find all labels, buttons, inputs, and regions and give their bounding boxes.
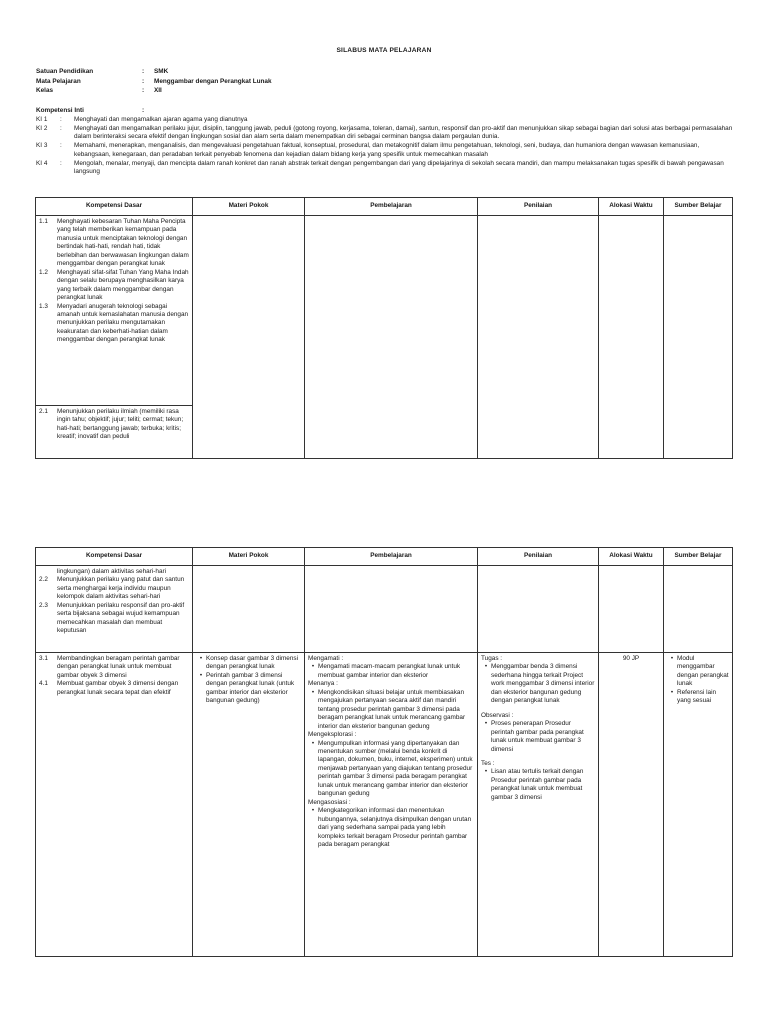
ki-item: [36, 125, 736, 142]
kd-item: [39, 269, 189, 303]
kd-num: 4.1: [39, 680, 48, 688]
kd-item: [39, 680, 189, 697]
header-kompetensi-dasar: Kompetensi Dasar: [36, 198, 193, 216]
meta-value: XII: [154, 87, 162, 94]
meta-value: Menggambar dengan Perangkat Lunak: [154, 77, 272, 85]
list-item: [481, 720, 595, 754]
penilaian-heading: Tugas :: [481, 655, 503, 662]
list-item: [481, 663, 595, 705]
ki-colon: :: [60, 159, 62, 167]
pembelajaran-heading: Menanya :: [308, 680, 338, 688]
header-materi-pokok: Materi Pokok: [193, 548, 305, 566]
ki-colon: :: [60, 142, 62, 150]
header-penilaian: Penilaian: [478, 548, 599, 566]
header-alokasi-waktu: Alokasi Waktu: [599, 548, 664, 566]
header-pembelajaran: Pembelajaran: [305, 548, 478, 566]
kd-text: Menghayati sifat-sifat Tuhan Yang Maha Indah dengan selalu berupaya menghasilkan karya yang terbaik dalam menggambar dengan perangkat lunak: [57, 268, 189, 302]
sumber-cell: [664, 216, 733, 459]
kd-num: 1.3: [39, 302, 48, 310]
kd-text: Membandingkan beragam perintah gambar dengan perangkat lunak untuk membuat gambar obyek 3 dimensi: [57, 655, 180, 679]
pembelajaran-text: Mengamati macam-macam perangkat lunak untuk membuat gambar interior dan eksterior: [318, 663, 461, 679]
ki-heading-label: Kompetensi Inti: [36, 107, 84, 114]
meta-key: Mata Pelajaran: [36, 77, 81, 85]
table-row: [36, 653, 733, 957]
table-header-row: [36, 548, 733, 566]
kd-item: [39, 655, 189, 680]
ki-item: [36, 116, 736, 124]
pembelajaran-heading: Mengamati :: [308, 655, 344, 662]
list-item: [667, 655, 729, 689]
kd-cell: [36, 653, 193, 957]
ki-colon: :: [60, 124, 62, 132]
header-materi-pokok: Materi Pokok: [193, 198, 305, 216]
list-item: [196, 672, 301, 706]
ki-text: Menghayati dan mengamalkan ajaran agama yang dianutnya: [74, 116, 248, 123]
ki-heading-colon: :: [142, 107, 145, 114]
bullet-icon: •: [484, 663, 488, 671]
ki-heading: [36, 107, 144, 115]
header-sumber-belajar: Sumber Belajar: [664, 198, 733, 216]
penilaian-heading: Observasi :: [481, 711, 514, 719]
meta-key: Kelas: [36, 87, 54, 94]
bullet-icon: •: [484, 768, 488, 776]
kd-text: Menunjukkan perilaku ilmiah (memiliki rasa ingin tahu; objektif; jujur; teliti; cermat; tekun; hati-hati; bertanggung jawab; terbuka; kritis; kreatif; inovatif dan peduli: [57, 408, 184, 441]
materi-text: Perintah gambar 3 dimensi dengan perangkat lunak (untuk gambar interior dan eksterior bangunan gedung): [206, 671, 295, 705]
materi-cell: [193, 566, 305, 653]
kd-text: Menunjukkan perilaku yang patut dan santun serta menghargai kerja individu maupun kelompok dalam aktivitas sehari-hari: [57, 576, 185, 601]
penilaian-cell: [478, 216, 599, 459]
kd-cell: [36, 566, 193, 653]
sumber-cell: [664, 653, 733, 957]
kd-num: 3.1: [39, 655, 48, 662]
meta-colon: :: [142, 77, 145, 85]
header-kompetensi-dasar: Kompetensi Dasar: [36, 548, 193, 566]
header-pembelajaran: Pembelajaran: [305, 198, 478, 216]
penilaian-text: Lisan atau tertulis terkait dengan Prosedur perintah gambar pada perangkat lunak untuk membuat gambar 3 dimensi: [491, 768, 584, 801]
list-item: [308, 689, 474, 731]
kd-text: Menyadari anugerah teknologi sebagai amanah untuk kemaslahatan manusia dengan menunjukkan perilaku mengutamakan keakuratan dan keberhati-hatian dalam menggambar dengan perangkat lunak: [57, 302, 189, 344]
meta-row-school: [36, 68, 272, 78]
meta-row-class: [36, 87, 272, 97]
ki-text: Menghayati dan mengamalkan perilaku jujur, disiplin, tanggung jawab, peduli (gotong royong, kerjasama, toleran, damai), santun, responsif dan pro-aktif dan menunjukkan sikap sebagai bagian dari solusi atas berbagai permasalahan dalam berinteraksi secara efektif dengan lingkungan sosial dan alam serta dalam menempatkan diri sebagai cerminan bangsa dalam pergaulan dunia.: [74, 124, 733, 141]
meta-colon: :: [142, 68, 145, 75]
list-item: [308, 807, 474, 849]
syllabus-table-1: [35, 197, 733, 459]
kd-text: Menghayati kebesaran Tuhan Maha Pencipta yang telah memberikan kemampuan pada manusia untuk menciptakan teknologi dengan bertindak hati-hati, rendah hati, tidak berlebihan dan berwawasan lingkungan dalam menggambar dengan perangkat lunak: [57, 218, 189, 268]
table-header-row: [36, 198, 733, 216]
ki-item: [36, 160, 736, 177]
list-item: [308, 663, 474, 680]
materi-cell: [193, 216, 305, 459]
bullet-icon: •: [670, 655, 674, 662]
sumber-text: Modul menggambar dengan perangkat lunak: [677, 655, 729, 688]
bullet-icon: •: [199, 655, 203, 662]
bullet-icon: •: [199, 671, 203, 679]
ki-code: KI 2: [36, 124, 48, 132]
kd-item: [39, 218, 189, 269]
bullet-icon: •: [311, 807, 315, 815]
kd-cell: [36, 406, 193, 459]
penilaian-text: Proses penerapan Prosedur perintah gambar pada perangkat lunak untuk membuat gambar 3 dimensi: [491, 720, 584, 753]
pembelajaran-cell: [305, 653, 478, 957]
materi-text: Konsep dasar gambar 3 dimensi dengan perangkat lunak: [206, 655, 299, 671]
meta-value: SMK: [154, 68, 169, 75]
sumber-cell: [664, 566, 733, 653]
alokasi-cell: [599, 216, 664, 459]
kd-item: [39, 576, 189, 601]
header-penilaian: Penilaian: [478, 198, 599, 216]
pembelajaran-cell: [305, 216, 478, 459]
alokasi-cell: [599, 566, 664, 653]
kd-num: 1.2: [39, 268, 48, 276]
table-row: [36, 216, 733, 406]
bullet-icon: •: [484, 720, 488, 728]
ki-code: KI 3: [36, 142, 48, 150]
list-item: [308, 740, 474, 799]
alokasi-cell: [599, 653, 664, 957]
kd-text: Menunjukkan perilaku responsif dan pro-aktif serta bijaksana sebagai wujud kemampuan memecahkan masalah dan membuat keputusan: [57, 601, 185, 635]
pembelajaran-text: Mengkondisikan situasi belajar untuk membiasakan mengajukan pertanyaan secara aktif dan mandiri tentang prosedur perintah gambar 3 dimensi pada beragam perangkat lunak untuk merancang gambar interior dan eksterior bangunan gedung: [318, 688, 466, 730]
pembelajaran-cell: [305, 566, 478, 653]
ki-text: Memahami, menerapkan, menganalisis, dan mengevaluasi pengetahuan faktual, konseptual, prosedural, dan metakognitif dalam ilmu pengetahuan, teknologi, seni, budaya, dan humaniora dengan wawasan kemanusiaan, kebangsaan, kenegaraan, dan peradaban terkait penyebab fenomena dan kejadian dalam bidang kerja yang spesifik untuk memecahkan masalah: [74, 142, 700, 158]
syllabus-meta: [36, 68, 272, 97]
kd-continuation: lingkungan) dalam aktivitas sehari-hari: [57, 568, 167, 575]
ki-code: KI 1: [36, 116, 48, 123]
penilaian-cell: [478, 566, 599, 653]
penilaian-heading: Tes :: [481, 759, 495, 767]
bullet-icon: •: [311, 688, 315, 696]
meta-key: Satuan Pendidikan: [36, 68, 94, 75]
penilaian-cell: [478, 653, 599, 957]
ki-text: Mengolah, menalar, menyaji, dan mencipta dalam ranah konkret dan ranah abstrak terkait dengan pengembangan dari yang dipelajarinya di sekolah secara mandiri, dan mampu melaksanakan tugas spesifik di bawah pengawasan langsung: [74, 159, 724, 176]
kd-num: 2.1: [39, 408, 48, 415]
header-alokasi-waktu: Alokasi Waktu: [599, 198, 664, 216]
sumber-text: Referensi lain yang sesuai: [677, 688, 717, 705]
page-title: SILABUS MATA PELAJARAN: [336, 47, 432, 54]
table-row: [36, 566, 733, 653]
ki-code: KI 4: [36, 159, 48, 167]
ki-item: [36, 142, 736, 159]
kd-text: Membuat gambar obyek 3 dimensi dengan perangkat lunak secara tepat dan efektif: [57, 680, 179, 696]
pembelajaran-heading: Mengasosiasi :: [308, 798, 351, 806]
penilaian-text: Menggambar benda 3 dimensi sederhana hingga terkait Project work menggambar 3 dimensi interior dan eksterior bangunan gedung dengan perangkat lunak: [491, 663, 595, 705]
bullet-icon: •: [670, 688, 674, 696]
list-item: [196, 655, 301, 672]
kd-item: [39, 408, 189, 442]
list-item: [481, 768, 595, 802]
pembelajaran-text: Mengumpulkan informasi yang dipertanyakan dan menentukan sumber (melalui benda konkrit di lapangan, dokumen, buku, internet, eksperimen) untuk menjawab pertanyaan yang diajukan tentang prosedur perintah gambar 3 dimensi pada beragam perangkat lunak untuk merancang gambar interior dan eksterior bangunan gedung: [318, 739, 473, 798]
bullet-icon: •: [311, 739, 315, 747]
meta-row-subject: [36, 78, 272, 88]
kd-item: [39, 303, 189, 345]
list-item: [667, 689, 729, 706]
header-sumber-belajar: Sumber Belajar: [664, 548, 733, 566]
kd-num: 2.2: [39, 576, 48, 584]
syllabus-table-2: [35, 547, 733, 957]
ki-colon: :: [60, 116, 62, 123]
pembelajaran-heading: Mengeksplorasi :: [308, 731, 357, 739]
alokasi-value: 90 JP: [622, 655, 640, 662]
ki-list: [36, 116, 736, 177]
kd-num: 2.3: [39, 601, 48, 609]
kd-cell: [36, 216, 193, 406]
meta-colon: :: [142, 87, 145, 94]
kd-item: [39, 602, 189, 636]
bullet-icon: •: [311, 663, 315, 671]
kd-num: 1.1: [39, 218, 48, 225]
pembelajaran-text: Mengkategorikan informasi dan menentukan hubungannya, selanjutnya disimpulkan dengan urutan dari yang sederhana sampai pada yang lebih kompleks terkait beragam Prosedur perintah gambar pada beragam perangkat: [318, 807, 472, 848]
materi-cell: [193, 653, 305, 957]
